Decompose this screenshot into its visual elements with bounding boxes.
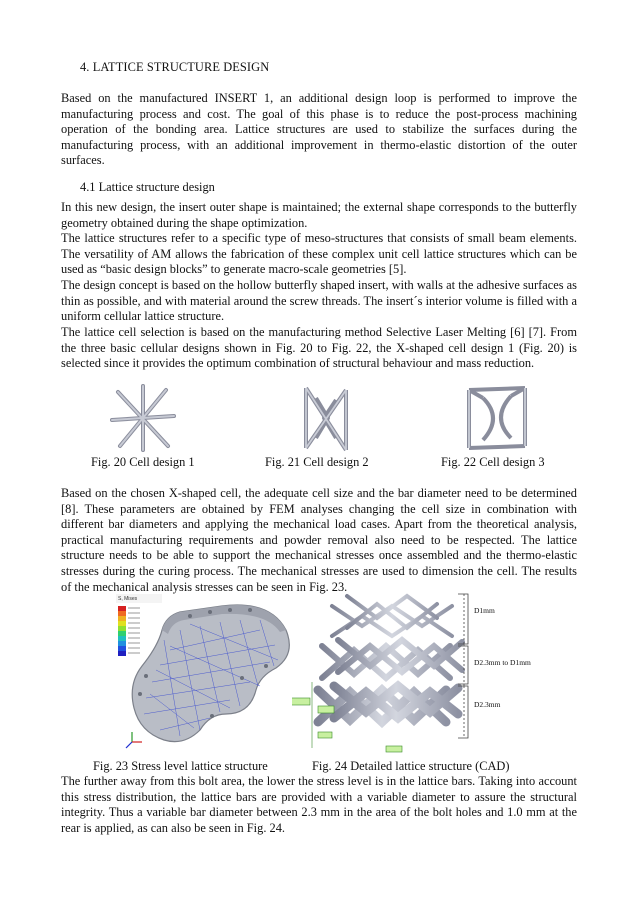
fig-22-caption: Fig. 22 Cell design 3: [441, 455, 545, 469]
fig-24-label-bottom: D2.3mm: [474, 700, 501, 709]
fig-21-caption: Fig. 21 Cell design 2: [265, 455, 369, 469]
section-heading: 4. LATTICE STRUCTURE DESIGN: [80, 60, 270, 74]
body-paragraph-1: In this new design, the insert outer shape is maintained; the external shape corresponds to the butterfly geometry obtained during the shape optimization.: [61, 200, 577, 230]
intro-paragraph: Based on the manufactured INSERT 1, an additional design loop is performed to improve the manufacturing process and cost. The goal of this phase is to reduce the post-process machining operation of the bonding area. Lattice structures are used to stabilize the surfaces during the manufacturing process, with an additional improvement in thermo-elastic distortion of the outer surfaces.: [61, 91, 577, 168]
subsection-heading: 4.1 Lattice structure design: [80, 180, 215, 194]
body-paragraph-3: The design concept is based on the hollow butterfly shaped insert, with walls at the adhesive surfaces as thin as possible, and with material around the screw threads. The insert´s interior volume is filled with a uniform cellular lattice structure.: [61, 278, 577, 324]
fem-colorbar: [118, 606, 126, 656]
svg-text:S, Mises: S, Mises: [118, 596, 138, 602]
fig-24-label-mid: D2.3mm to D1mm: [474, 658, 531, 667]
fig-24-lattice-cad: [292, 586, 542, 756]
fig-20-caption: Fig. 20 Cell design 1: [91, 455, 195, 469]
fig-22-cell-design-3: [463, 384, 531, 454]
body-paragraph-5: Based on the chosen X-shaped cell, the adequate cell size and the bar diameter need to be determined [8]. These parameters are obtained by FEM analyses changing the cell size in combination with different bar diameters and applying the mechanical load cases. Apart from the theoretical analysis, practical manufacturing requirements and powder removal also need to be respected. The lattice structure needs to be able to support the mechanical stresses once assembled and the thermo-elastic stresses during the curing process. The mechanical stresses are used to dimension the cell. The results of the mechanical analysis stresses can be seen in Fig. 23.: [61, 486, 577, 594]
fig-24-caption: Fig. 24 Detailed lattice structure (CAD): [312, 759, 510, 773]
fig-23-stress-level: [110, 590, 300, 750]
fig-20-cell-design-1: [108, 384, 178, 452]
fig-21-cell-design-2: [298, 384, 354, 454]
body-paragraph-4: The lattice cell selection is based on the manufacturing method Selective Laser Melting [6] [7]. From the three basic cellular designs shown in Fig. 20 to Fig. 22, the X-shaped cell design 1 (Fig. 20) is selected since it provides the optimum combination of structural behaviour and mass reduction.: [61, 325, 577, 371]
body-paragraph-2: The lattice structures refer to a specific type of meso-structures that consists of small beam elements. The versatility of AM allows the fabrication of these complex unit cell lattice structures which can be used as “basic design blocks” to generate macro-scale geometries [5].: [61, 231, 577, 277]
fig-24-label-top: D1mm: [474, 606, 495, 615]
conclusion-paragraph: The further away from this bolt area, the lower the stress level is in the lattice bars. Taking into account this stress distribution, the lattice bars are provided with a variable diameter to assure the structural integrity. Thus a variable bar diameter between 2.3 mm in the area of the bolt holes and 1.0 mm at the rear is applied, as can also be seen in Fig. 24.: [61, 774, 577, 835]
fig-23-caption: Fig. 23 Stress level lattice structure: [93, 759, 268, 773]
